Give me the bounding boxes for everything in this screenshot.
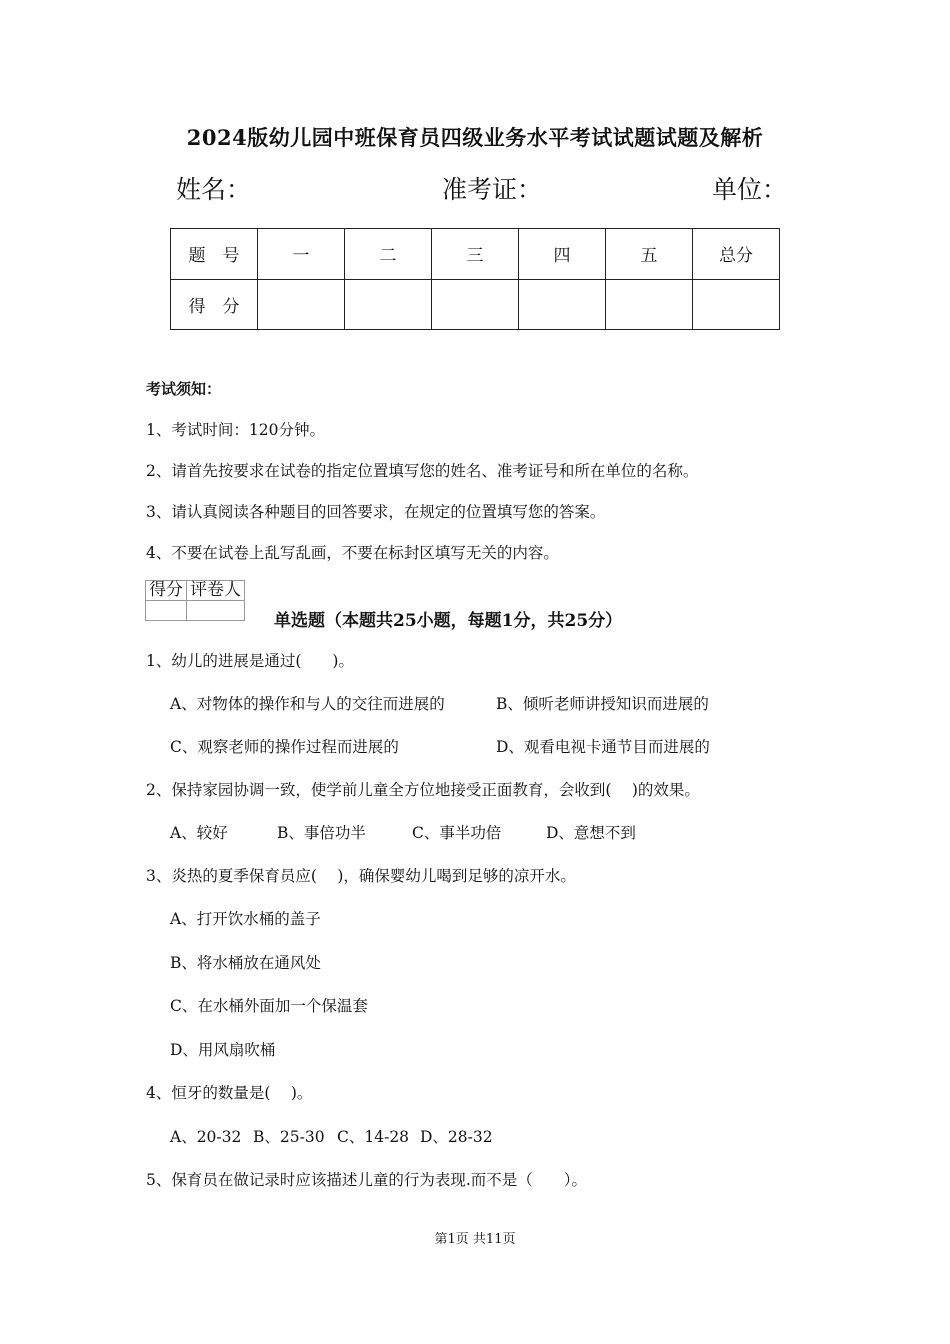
score-cell[interactable] <box>345 279 432 330</box>
option-2b[interactable]: B、事倍功半 <box>277 824 366 842</box>
section-heading: 单选题（本题共25小题，每题1分，共25分） <box>274 611 623 631</box>
option-3b[interactable]: B、将水桶放在通风处 <box>170 954 321 972</box>
score-table-score-row <box>171 279 780 330</box>
score-table-header-row <box>171 229 780 280</box>
score-cell[interactable] <box>606 279 693 330</box>
score-table <box>170 228 780 330</box>
notice-item: 2、请首先按要求在试卷的指定位置填写您的姓名、准考证号和所在单位的名称。 <box>146 462 699 480</box>
grader-reviewer-cell[interactable] <box>187 601 245 621</box>
name-field-label: 姓名： <box>176 175 252 204</box>
option-2d[interactable]: D、意想不到 <box>546 824 636 842</box>
option-3d[interactable]: D、用风扇吹桶 <box>170 1041 276 1059</box>
score-label: 得 分 <box>171 279 258 330</box>
option-3a[interactable]: A、打开饮水桶的盖子 <box>170 910 321 928</box>
option-3c[interactable]: C、在水桶外面加一个保温套 <box>170 997 368 1015</box>
notice-item: 4、不要在试卷上乱写乱画，不要在标封区填写无关的内容。 <box>146 544 559 562</box>
notice-item: 1、考试时间：120分钟。 <box>146 421 325 439</box>
grader-score-cell[interactable] <box>146 601 187 621</box>
column-header: 四 <box>519 229 606 280</box>
grader-box <box>145 580 245 621</box>
page-footer: 第1页 共11页 <box>434 1232 516 1247</box>
notice-item: 3、请认真阅读各种题目的回答要求，在规定的位置填写您的答案。 <box>146 503 606 521</box>
question-1: 1、幼儿的进展是通过( )。 <box>146 652 354 670</box>
column-header: 五 <box>606 229 693 280</box>
score-cell[interactable] <box>258 279 345 330</box>
option-1b[interactable]: B、倾听老师讲授知识而进展的 <box>496 695 709 713</box>
option-4b[interactable]: B、25-30 <box>253 1128 325 1146</box>
option-4a[interactable]: A、20-32 <box>170 1128 242 1146</box>
option-4d[interactable]: D、28-32 <box>420 1128 493 1146</box>
option-2a[interactable]: A、较好 <box>170 824 228 842</box>
option-1c[interactable]: C、观察老师的操作过程而进展的 <box>170 738 399 756</box>
unit-field-label: 单位： <box>712 175 788 204</box>
column-header: 三 <box>432 229 519 280</box>
document-title: 2024版幼儿园中班保育员四级业务水平考试试题试题及解析 <box>186 125 764 150</box>
score-cell[interactable] <box>432 279 519 330</box>
option-1d[interactable]: D、观看电视卡通节目而进展的 <box>496 738 710 756</box>
question-2: 2、保持家园协调一致，使学前儿童全方位地接受正面教育，会收到( )的效果。 <box>146 781 700 799</box>
column-header: 一 <box>258 229 345 280</box>
grader-score-label: 得分 <box>146 581 187 601</box>
option-2c[interactable]: C、事半功倍 <box>412 824 502 842</box>
question-number-label: 题 号 <box>171 229 258 280</box>
exam-number-field-label: 准考证： <box>442 175 543 204</box>
question-5: 5、保育员在做记录时应该描述儿童的行为表现.而不是（ ）。 <box>146 1171 588 1189</box>
option-4c[interactable]: C、14-28 <box>337 1128 410 1146</box>
question-4: 4、恒牙的数量是( )。 <box>146 1084 313 1102</box>
column-header-total: 总分 <box>693 229 780 280</box>
option-1a[interactable]: A、对物体的操作和与人的交往而进展的 <box>170 695 445 713</box>
question-3: 3、炎热的夏季保育员应( )，确保婴幼儿喝到足够的凉开水。 <box>146 867 576 885</box>
notice-heading: 考试须知： <box>146 380 222 398</box>
grader-reviewer-label: 评卷人 <box>187 581 245 601</box>
score-cell[interactable] <box>519 279 606 330</box>
column-header: 二 <box>345 229 432 280</box>
score-cell-total[interactable] <box>693 279 780 330</box>
